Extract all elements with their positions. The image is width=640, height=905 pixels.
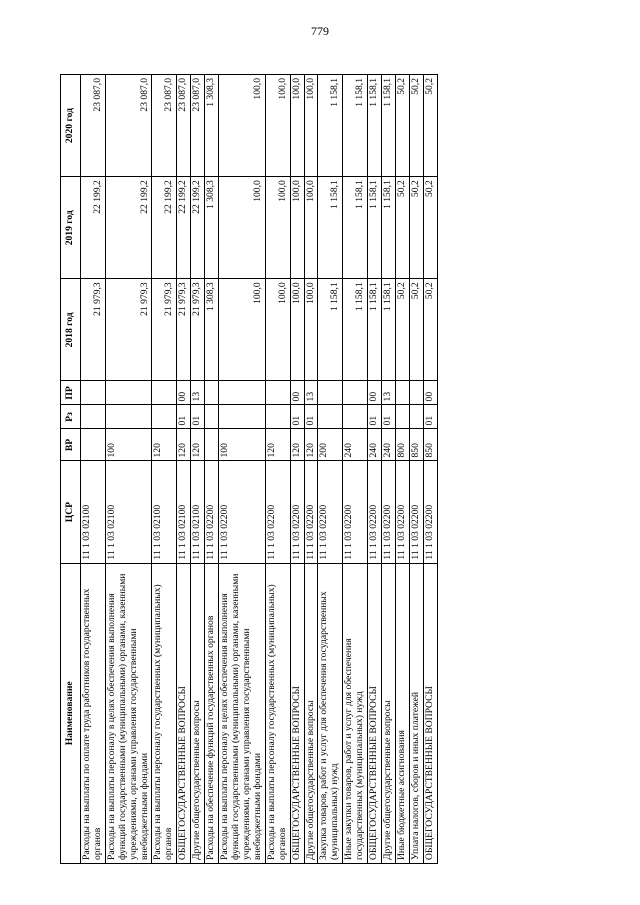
cell-2020: 50,2 [395,75,409,177]
cell-vr: 200 [318,429,343,461]
cell-2019: 50,2 [409,177,423,279]
cell-2020: 23 087,0 [177,75,191,177]
table-row [105,75,152,864]
cell-2019: 1 158,1 [368,177,382,279]
cell-rz: 01 [177,405,191,429]
cell-rz [395,405,409,429]
cell-vr: 240 [368,429,382,461]
table-row [395,75,409,864]
table-row [290,75,304,864]
table-header [61,75,81,864]
cell-pr [105,381,152,405]
cell-pr [318,381,343,405]
cell-2018: 1 158,1 [318,279,343,381]
table-row [265,75,290,864]
cell-csr: 11 1 03 02200 [343,461,368,563]
cell-name: Иные бюджетные ассигнования [395,563,409,863]
cell-csr: 11 1 03 02100 [152,461,177,563]
cell-name: Другие общегосударственные вопросы [304,563,318,863]
cell-2020: 1 158,1 [318,75,343,177]
cell-2020: 1 308,3 [205,75,219,177]
cell-2019: 100,0 [265,177,290,279]
cell-2020: 50,2 [423,75,437,177]
cell-2019: 1 158,1 [318,177,343,279]
cell-rz: 01 [304,405,318,429]
cell-vr: 120 [265,429,290,461]
cell-name: Иные закупки товаров, работ и услуг для обеспечения государственных (муниципальных) нужд [343,563,368,863]
cell-2018: 1 158,1 [343,279,368,381]
cell-csr: 11 1 03 02100 [191,461,205,563]
cell-pr [395,381,409,405]
cell-pr [343,381,368,405]
cell-csr: 11 1 03 02200 [395,461,409,563]
table-row [205,75,219,864]
table-row [177,75,191,864]
header-vr: ВР [61,429,81,461]
table-row [368,75,382,864]
cell-2020: 23 087,0 [152,75,177,177]
cell-2018: 21 979,3 [191,279,205,381]
cell-pr: 00 [368,381,382,405]
cell-2018: 1 158,1 [368,279,382,381]
cell-2018: 100,0 [304,279,318,381]
cell-vr [80,429,105,461]
cell-2018: 50,2 [409,279,423,381]
cell-name: ОБЩЕГОСУДАРСТВЕННЫЕ ВОПРОСЫ [290,563,304,863]
cell-vr: 100 [219,429,266,461]
table-row [343,75,368,864]
header-csr: ЦСР [61,461,81,563]
cell-2018: 50,2 [423,279,437,381]
cell-2020: 23 087,0 [80,75,105,177]
cell-csr: 11 1 03 02200 [205,461,219,563]
table-row [409,75,423,864]
cell-name: Расходы на выплаты персоналу государственных (муниципальных) органов [152,563,177,863]
header-name: Наименование [61,563,81,863]
cell-rz: 01 [191,405,205,429]
cell-2019: 22 199,2 [105,177,152,279]
cell-pr [152,381,177,405]
cell-name: Расходы на обеспечение функций государственных органов [205,563,219,863]
cell-vr: 120 [177,429,191,461]
cell-rz [318,405,343,429]
cell-2019: 50,2 [423,177,437,279]
cell-name: Другие общегосударственные вопросы [191,563,205,863]
cell-2019: 22 199,2 [191,177,205,279]
cell-csr: 11 1 03 02200 [304,461,318,563]
cell-rz [105,405,152,429]
table-row [423,75,437,864]
cell-name: ОБЩЕГОСУДАРСТВЕННЫЕ ВОПРОСЫ [423,563,437,863]
cell-2019: 22 199,2 [80,177,105,279]
budget-table [60,74,438,864]
cell-csr: 11 1 03 02100 [80,461,105,563]
cell-2018: 50,2 [395,279,409,381]
cell-csr: 11 1 03 02200 [219,461,266,563]
table-row [152,75,177,864]
cell-vr: 100 [105,429,152,461]
cell-2020: 100,0 [265,75,290,177]
cell-2020: 1 158,1 [368,75,382,177]
cell-rz: 01 [382,405,396,429]
cell-name: ОБЩЕГОСУДАРСТВЕННЫЕ ВОПРОСЫ [368,563,382,863]
cell-pr [205,381,219,405]
cell-vr: 240 [343,429,368,461]
cell-vr: 850 [409,429,423,461]
cell-2019: 100,0 [290,177,304,279]
cell-2019: 100,0 [219,177,266,279]
cell-vr: 120 [304,429,318,461]
cell-rz: 01 [290,405,304,429]
cell-2019: 50,2 [395,177,409,279]
cell-pr [80,381,105,405]
cell-rz [219,405,266,429]
cell-csr: 11 1 03 02100 [105,461,152,563]
cell-2020: 1 158,1 [382,75,396,177]
cell-2018: 1 158,1 [382,279,396,381]
table-row [382,75,396,864]
cell-2019: 1 308,3 [205,177,219,279]
cell-name: Расходы на выплаты по оплате труда работников государственных органов [80,563,105,863]
header-2020: 2020 год [61,75,81,177]
cell-2018: 21 979,3 [152,279,177,381]
cell-name: Закупка товаров, работ и услуг для обеспечения государственных (муниципальных) нужд [318,563,343,863]
cell-vr: 850 [423,429,437,461]
cell-2019: 22 199,2 [177,177,191,279]
cell-vr: 800 [395,429,409,461]
table-row [318,75,343,864]
cell-csr: 11 1 03 02200 [265,461,290,563]
cell-2019: 1 158,1 [382,177,396,279]
cell-vr: 120 [191,429,205,461]
cell-pr: 13 [304,381,318,405]
header-2019: 2019 год [61,177,81,279]
cell-vr [205,429,219,461]
cell-pr: 00 [177,381,191,405]
header-rz: Рз [61,405,81,429]
table-row [304,75,318,864]
cell-2018: 100,0 [219,279,266,381]
cell-vr: 120 [152,429,177,461]
cell-rz [80,405,105,429]
cell-name: Уплата налогов, сборов и иных платежей [409,563,423,863]
cell-2020: 100,0 [304,75,318,177]
cell-2018: 21 979,3 [177,279,191,381]
cell-pr: 13 [191,381,205,405]
cell-2020: 23 087,0 [105,75,152,177]
cell-csr: 11 1 03 02200 [368,461,382,563]
cell-pr: 00 [290,381,304,405]
cell-csr: 11 1 03 02100 [177,461,191,563]
cell-name: Расходы на выплаты персоналу государственных (муниципальных) органов [265,563,290,863]
cell-pr: 00 [423,381,437,405]
cell-csr: 11 1 03 02200 [423,461,437,563]
cell-2020: 23 087,0 [191,75,205,177]
rotated-table-container [60,74,580,864]
cell-2019: 100,0 [304,177,318,279]
cell-2020: 1 158,1 [343,75,368,177]
cell-rz [265,405,290,429]
cell-pr [409,381,423,405]
cell-name: Расходы на выплаты персоналу в целях обеспечения выполнения функций государственными (муниципальными) органами, казенными учреждениями, органами управления государственными внебюджетными фондами [105,563,152,863]
cell-csr: 11 1 03 02200 [382,461,396,563]
cell-name: ОБЩЕГОСУДАРСТВЕННЫЕ ВОПРОСЫ [177,563,191,863]
cell-rz [152,405,177,429]
cell-rz [409,405,423,429]
cell-csr: 11 1 03 02200 [318,461,343,563]
table-body [80,75,437,864]
cell-2019: 22 199,2 [152,177,177,279]
header-row [61,75,81,864]
cell-rz [343,405,368,429]
cell-name: Расходы на выплаты персоналу в целях обеспечения выполнения функций государственными (муниципальными) органами, казенными учреждениями, органами управления государственными внебюджетными фондами [219,563,266,863]
table-row [80,75,105,864]
cell-rz: 01 [423,405,437,429]
cell-csr: 11 1 03 02200 [409,461,423,563]
cell-rz [205,405,219,429]
cell-2020: 50,2 [409,75,423,177]
header-2018: 2018 год [61,279,81,381]
cell-2018: 1 308,3 [205,279,219,381]
cell-name: Другие общегосударственные вопросы [382,563,396,863]
table-row [219,75,266,864]
page-number: 779 [311,24,329,38]
cell-pr [265,381,290,405]
cell-2020: 100,0 [219,75,266,177]
cell-vr: 240 [382,429,396,461]
table-row [191,75,205,864]
cell-vr: 120 [290,429,304,461]
cell-2020: 100,0 [290,75,304,177]
cell-rz: 01 [368,405,382,429]
cell-pr: 13 [382,381,396,405]
cell-2018: 100,0 [265,279,290,381]
cell-csr: 11 1 03 02200 [290,461,304,563]
cell-2018: 21 979,3 [80,279,105,381]
cell-2019: 1 158,1 [343,177,368,279]
cell-2018: 100,0 [290,279,304,381]
cell-2018: 21 979,3 [105,279,152,381]
header-pr: ПР [61,381,81,405]
cell-pr [219,381,266,405]
